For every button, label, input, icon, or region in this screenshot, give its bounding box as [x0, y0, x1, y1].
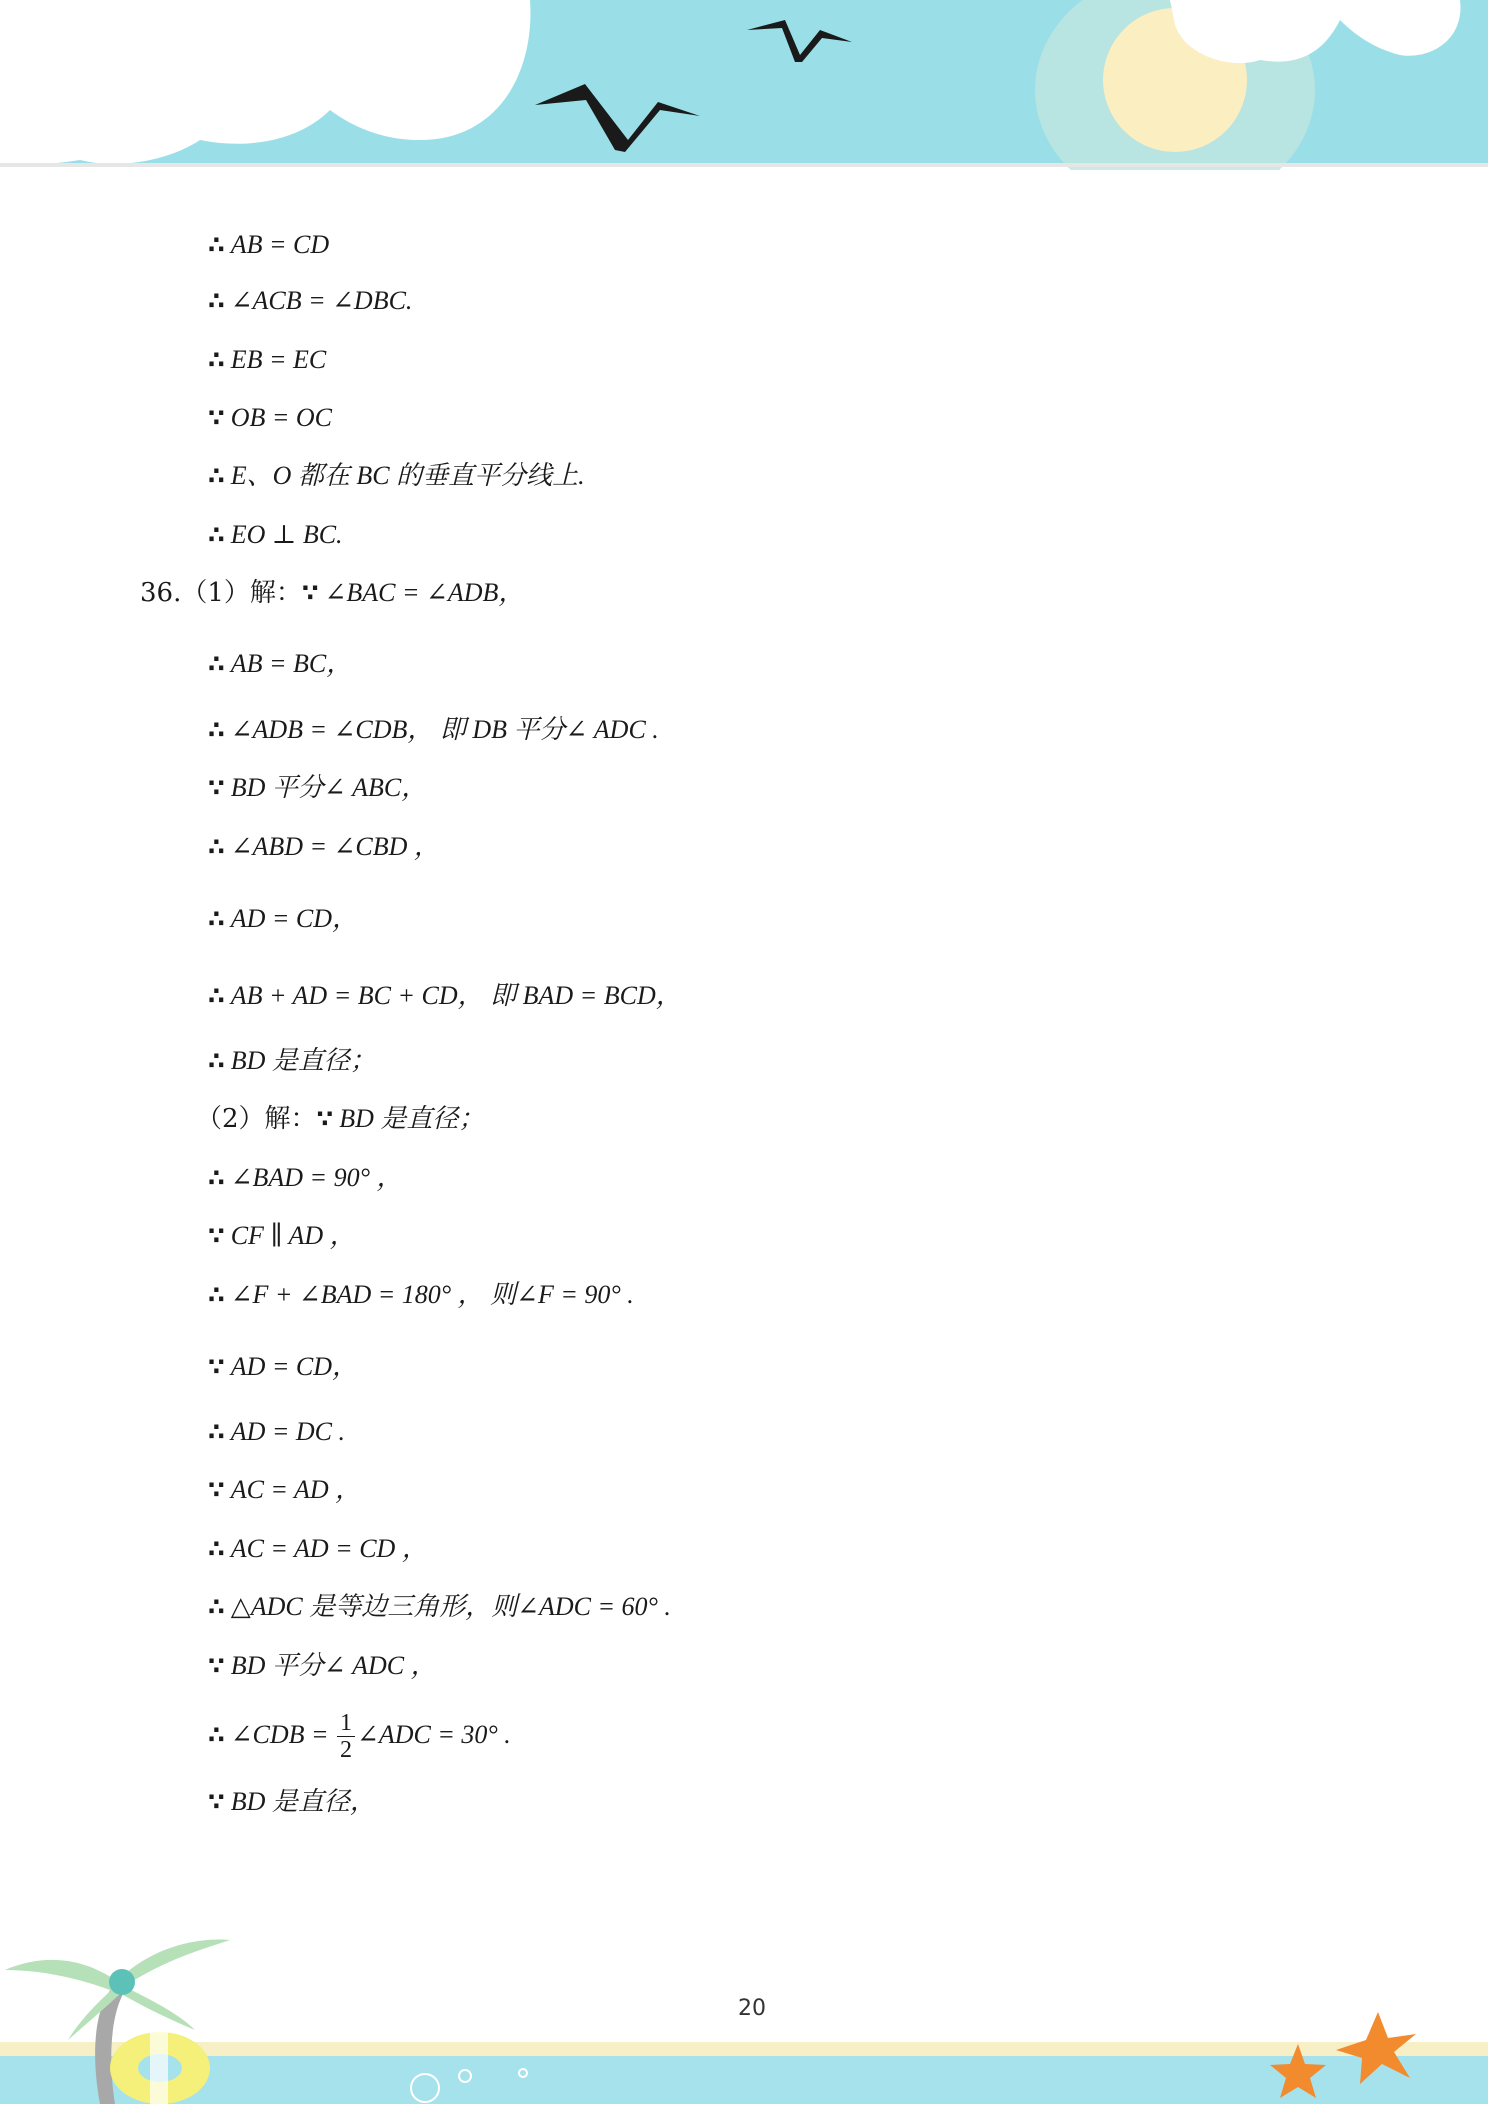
proof-line: ∴ AC = AD = CD ， — [208, 1534, 428, 1563]
proof-line: ∴ E、O 都在 BC 的垂直平分线上. — [208, 461, 585, 490]
proof-line: ∵ BD 平分∠ ABC， — [208, 773, 428, 802]
proof-line: ∴ AB = CD — [208, 230, 330, 259]
proof-line: ∵ OB = OC — [208, 403, 333, 432]
question-36-part-1: 36.（1）解：∵ ∠BAC = ∠ADB， — [140, 578, 525, 608]
proof-line: ∵ AD = CD， — [208, 1352, 359, 1381]
proof-line: ∴ EB = EC — [208, 345, 327, 374]
proof-line: ∵ CF ∥ AD ， — [208, 1221, 356, 1250]
question-36-part-2: （2）解：∵ BD 是直径； — [196, 1104, 485, 1134]
proof-line: ∴ ∠ADB = ∠CDB， 即 DB 平分∠ ADC . — [208, 715, 659, 744]
proof-line: ∴ AD = CD， — [208, 904, 359, 933]
proof-line: ∴ EO ⊥ BC. — [208, 520, 343, 549]
proof-line: ∴ ∠BAD = 90° ， — [208, 1163, 403, 1192]
proof-line: ∴ ∠F + ∠BAD = 180° ， 则∠F = 90° . — [208, 1280, 634, 1309]
proof-line: ∴ △ADC 是等边三角形，则∠ADC = 60° . — [208, 1592, 671, 1621]
proof-line: ∴ AB + AD = BC + CD， 即 BAD = BCD， — [208, 981, 682, 1010]
page-number: 20 — [738, 1996, 766, 2021]
proof-line: ∴ AB = BC， — [208, 649, 353, 678]
proof-line: ∵ AC = AD ， — [208, 1475, 362, 1504]
proof-line: ∵ BD 是直径， — [208, 1787, 376, 1816]
swim-ring-icon — [110, 2032, 210, 2104]
fraction-one-half: $\frac{1}{2}$ — [337, 1710, 355, 1763]
proof-line: ∴ AD = DC . — [208, 1417, 346, 1446]
proof-line: ∴ ∠ABD = ∠CBD ， — [208, 832, 440, 861]
proof-line: ∴ ∠ACB = ∠DBC. — [208, 286, 413, 315]
proof-line: ∴ BD 是直径； — [208, 1046, 376, 1075]
proof-line: ∵ BD 平分∠ ADC ， — [208, 1651, 437, 1680]
proof-line-fraction: ∴ ∠CDB = $\frac{1}{2}$ ∠ADC = 30° . — [208, 1709, 511, 1763]
